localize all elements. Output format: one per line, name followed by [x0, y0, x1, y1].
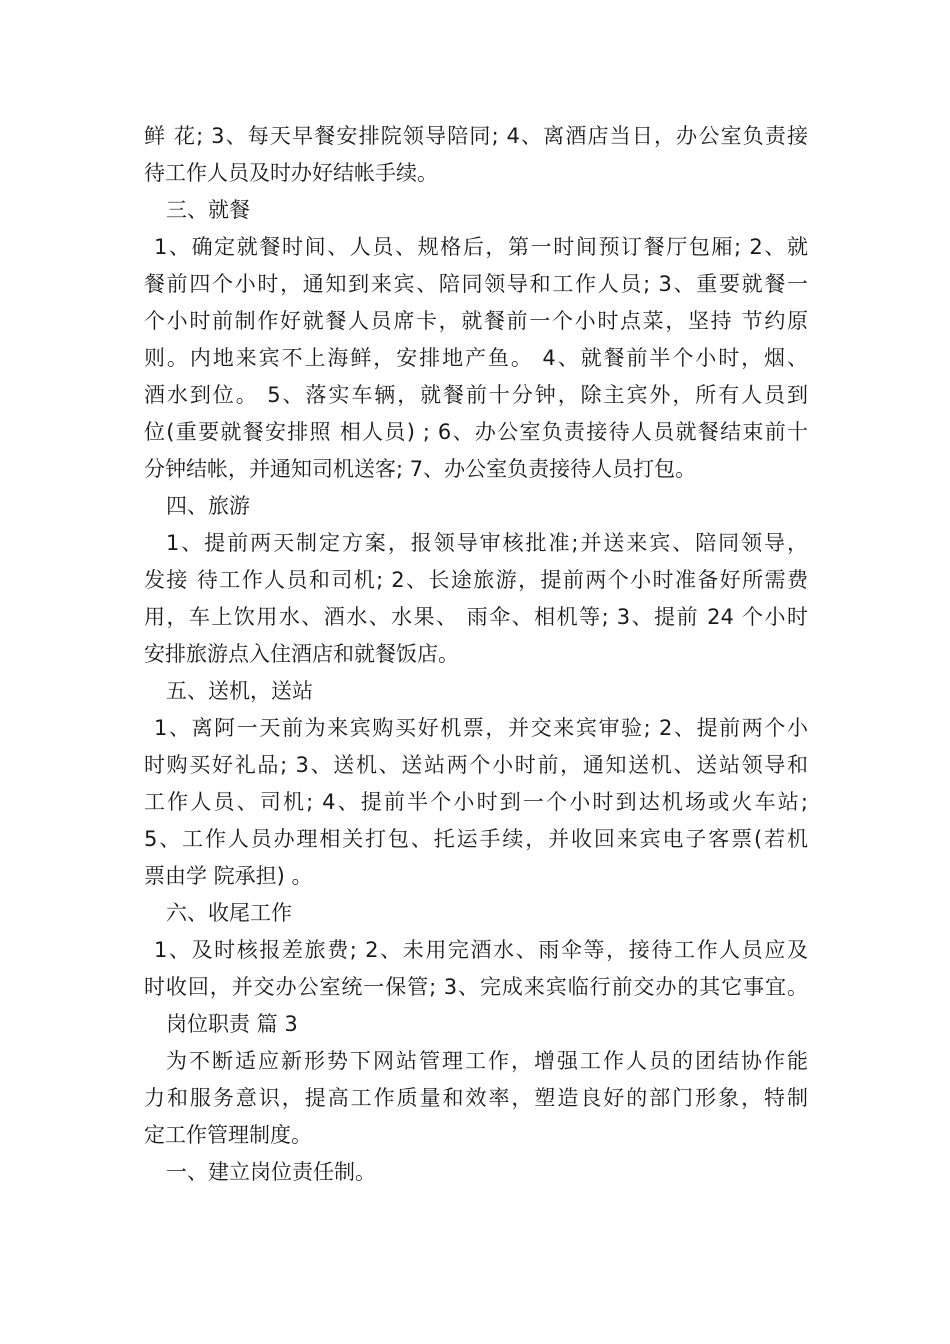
text-line: 票由学 院承担) 。	[144, 864, 313, 888]
section-heading: 五、送机，送站	[166, 679, 313, 703]
text-line: 1、及时核报差旅费; 2、未用完酒水、雨伞等，接待工作人员应及	[154, 938, 808, 962]
text-line: 时购买好礼品; 3、送机、送站两个小时前，通知送机、送站领导和	[144, 753, 808, 777]
text-line: 1、提前两天制定方案，报领导审核批准;并送来宾、陪同领导，	[166, 531, 808, 555]
text-line: 用，车上饮用水、酒水、水果、 雨伞、相机等; 3、提前 24 个小时	[144, 605, 808, 629]
text-line: 1、确定就餐时间、人员、规格后，第一时间预订餐厅包厢; 2、就	[154, 235, 808, 259]
text-line: 力和服务意识，提高工作质量和效率，塑造良好的部门形象，特制	[144, 1086, 808, 1110]
text-line: 位(重要就餐安排照 相人员) ; 6、办公室负责接待人员就餐结束前十	[144, 420, 808, 444]
section-heading: 六、收尾工作	[166, 901, 292, 925]
text-line: 安排旅游点入住酒店和就餐饭店。	[144, 642, 459, 666]
section-heading: 一、建立岗位责任制。	[166, 1160, 376, 1184]
text-line: 个小时前制作好就餐人员席卡，就餐前一个小时点菜，坚持 节约原	[144, 309, 808, 333]
text-line: 1、离阿一天前为来宾购买好机票，并交来宾审验; 2、提前两个小	[154, 716, 808, 740]
text-line: 鲜 花; 3、每天早餐安排院领导陪同; 4、离酒店当日，办公室负责接	[144, 124, 808, 148]
section-heading: 四、旅游	[166, 494, 250, 518]
text-line: 分钟结帐，并通知司机送客; 7、办公室负责接待人员打包。	[144, 457, 697, 481]
document-body	[144, 118, 808, 1191]
text-line: 发接 待工作人员和司机; 2、长途旅游，提前两个小时准备好所需费	[144, 568, 808, 592]
text-line: 则。内地来宾不上海鲜，安排地产鱼。 4、就餐前半个小时，烟、	[144, 346, 808, 370]
text-line: 时收回，并交办公室统一保管; 3、完成来宾临行前交办的其它事宜。	[144, 975, 808, 999]
text-line: 酒水到位。 5、落实车辆，就餐前十分钟，除主宾外，所有人员到	[144, 383, 808, 407]
text-line: 工作人员、司机; 4、提前半个小时到一个小时到达机场或火车站;	[144, 790, 808, 814]
text-line: 待工作人员及时办好结帐手续。	[144, 161, 438, 185]
text-line: 餐前四个小时，通知到来宾、陪同领导和工作人员; 3、重要就餐一	[144, 272, 808, 296]
text-line: 为不断适应新形势下网站管理工作，增强工作人员的团结协作能	[166, 1049, 808, 1073]
text-line: 定工作管理制度。	[144, 1123, 312, 1147]
section-heading: 岗位职责 篇 3	[166, 1012, 298, 1036]
text-line: 5、工作人员办理相关打包、托运手续，并收回来宾电子客票(若机	[144, 827, 808, 851]
section-heading: 三、就餐	[166, 198, 250, 222]
